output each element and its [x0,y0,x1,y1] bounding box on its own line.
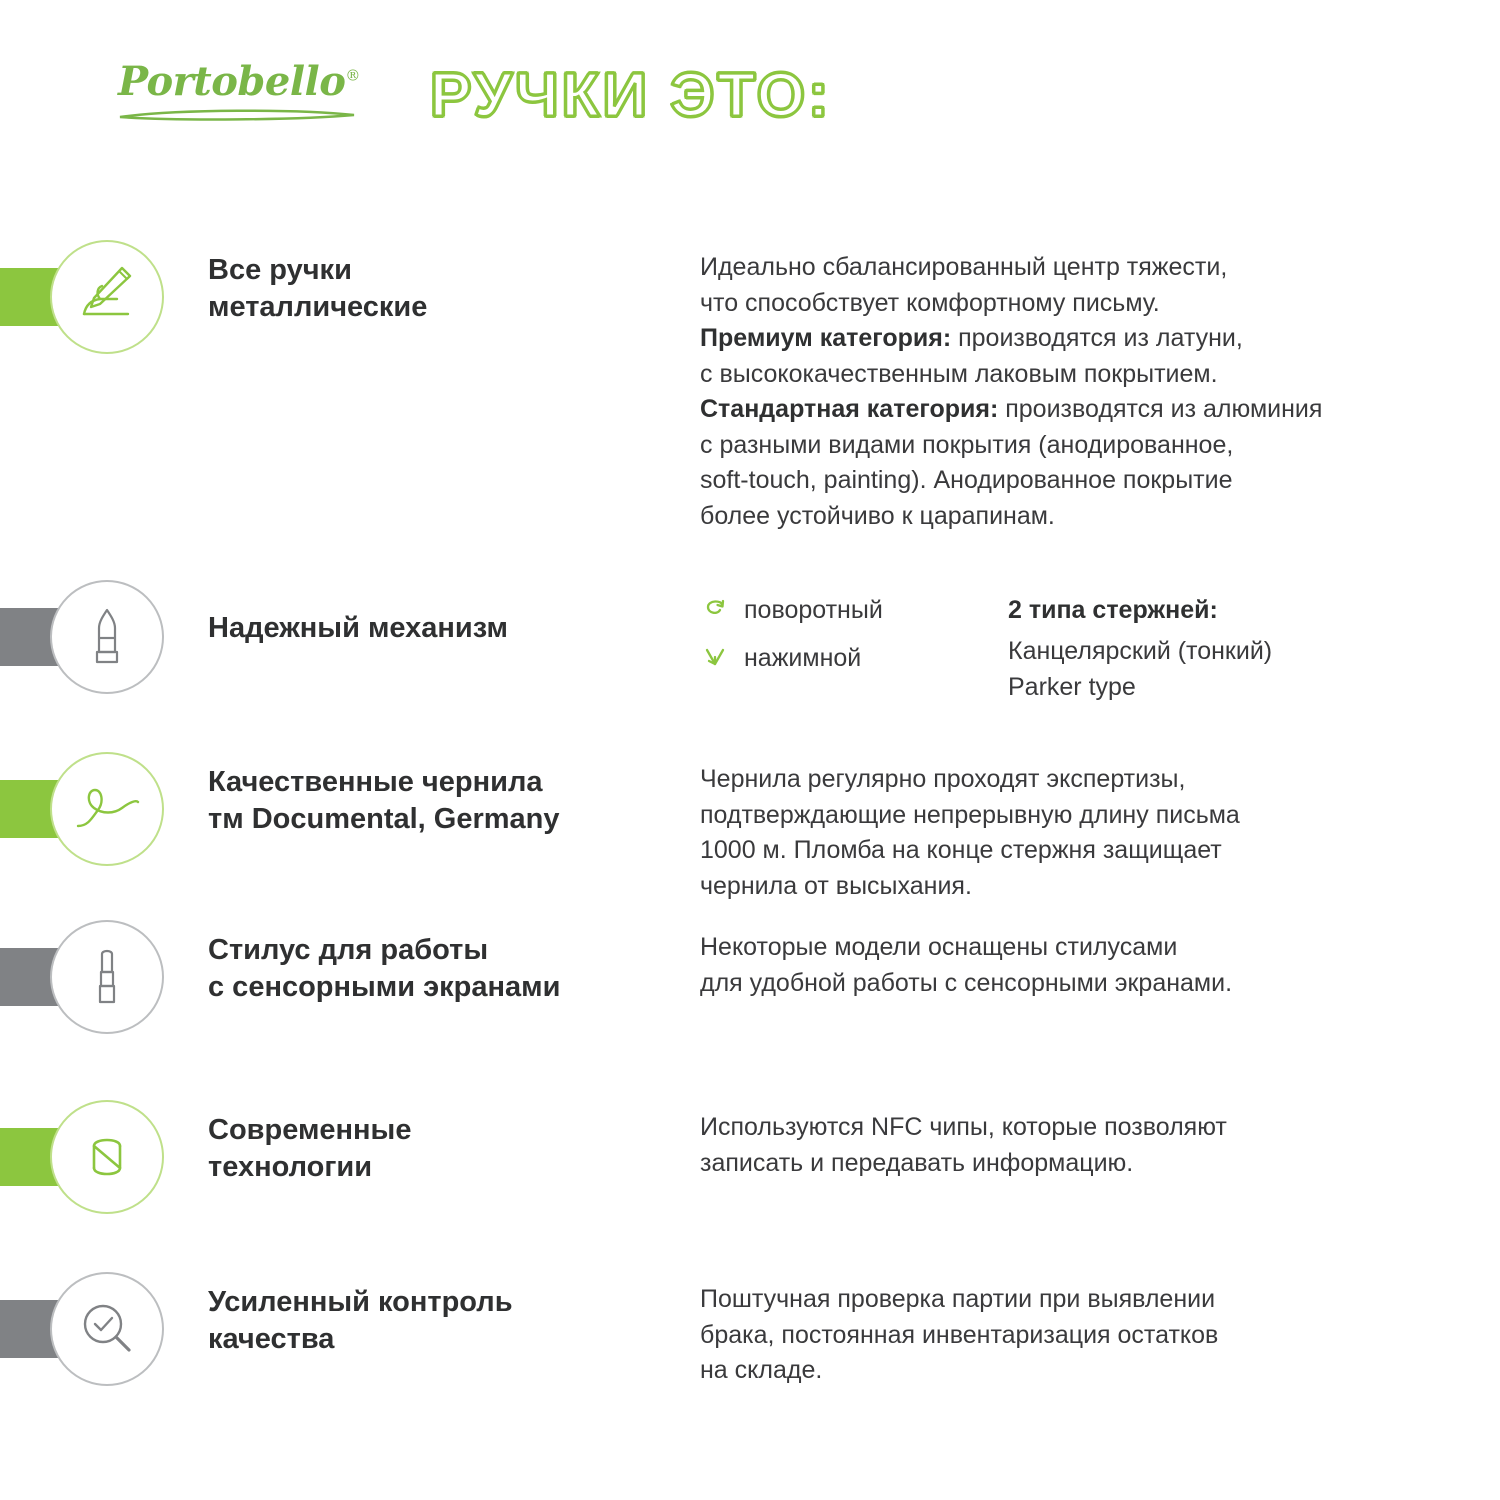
twist-arrow-icon [700,595,730,625]
refill-type-item: Канцелярский (тонкий) [1008,637,1273,665]
refill-type-item: Parker type [1008,672,1136,701]
pen-tip-mechanism-icon [72,602,142,672]
portobello-logo [118,58,378,127]
feature-title: Качественные чернила тм Documental, Germany [208,766,560,835]
logo-wordmark [118,58,378,105]
feature-description: Используются NFC чипы, которые позволяют записать и передавать информацию. [700,1113,1227,1177]
icon-badge [50,240,164,354]
feature-description: Идеально сбалансированный центр тяжести, что способствует комфортному письму. Премиум категория: производятся из латуни, с высококачественным лаковым покрытием. Стандартная категория: производятся из алюминия с разными видами покрытия (анодированное, soft-touch, painting). Анодированное покрытие более устойчиво к царапинам. [700,253,1323,530]
feature-title: Стилус для работы с сенсорными экранами [208,934,561,1003]
icon-badge [50,752,164,866]
magnifier-check-icon [70,1292,144,1366]
logo-swoosh-icon [118,108,356,122]
mechanism-option-twist [700,586,990,634]
feature-title: Надежный механизм [208,612,508,644]
icon-badge [50,1272,164,1386]
logo-wordmark-text: Portobello [118,58,346,105]
page-title: РУЧКИ ЭТО: [430,61,832,130]
mechanism-option-label: поворотный [744,595,883,624]
feature-description: Поштучная проверка партии при выявлении брака, постоянная инвентаризация остатков на складе. [700,1285,1219,1384]
icon-badge [50,1100,164,1214]
mechanism-option-push [700,634,990,682]
feature-title: Современные технологии [208,1114,412,1183]
mechanism-options [700,586,990,682]
stylus-tip-icon [72,942,142,1012]
feature-title: Усиленный контроль качества [208,1286,513,1355]
icon-badge [50,580,164,694]
refill-types [1008,586,1448,705]
feature-title: Все ручки металлические [208,254,428,323]
mechanism-option-label: нажимной [744,643,862,672]
feature-description: Некоторые модели оснащены стилусами для удобной работы с сенсорными экранами. [700,933,1233,997]
icon-badge [50,920,164,1034]
hand-writing-pen-icon [70,260,144,334]
ink-scribble-icon [68,770,146,848]
refill-types-title: 2 типа стержней: [1008,596,1218,624]
push-arrow-icon [700,643,730,673]
page-header [0,52,1500,172]
feature-description: Чернила регулярно проходят экспертизы, подтверждающие непрерывную длину письма 1000 м. Пломба на конце стержня защищает чернила от высыхания. [700,765,1240,900]
nfc-icon [72,1122,142,1192]
logo-registered-mark: ® [345,66,360,85]
